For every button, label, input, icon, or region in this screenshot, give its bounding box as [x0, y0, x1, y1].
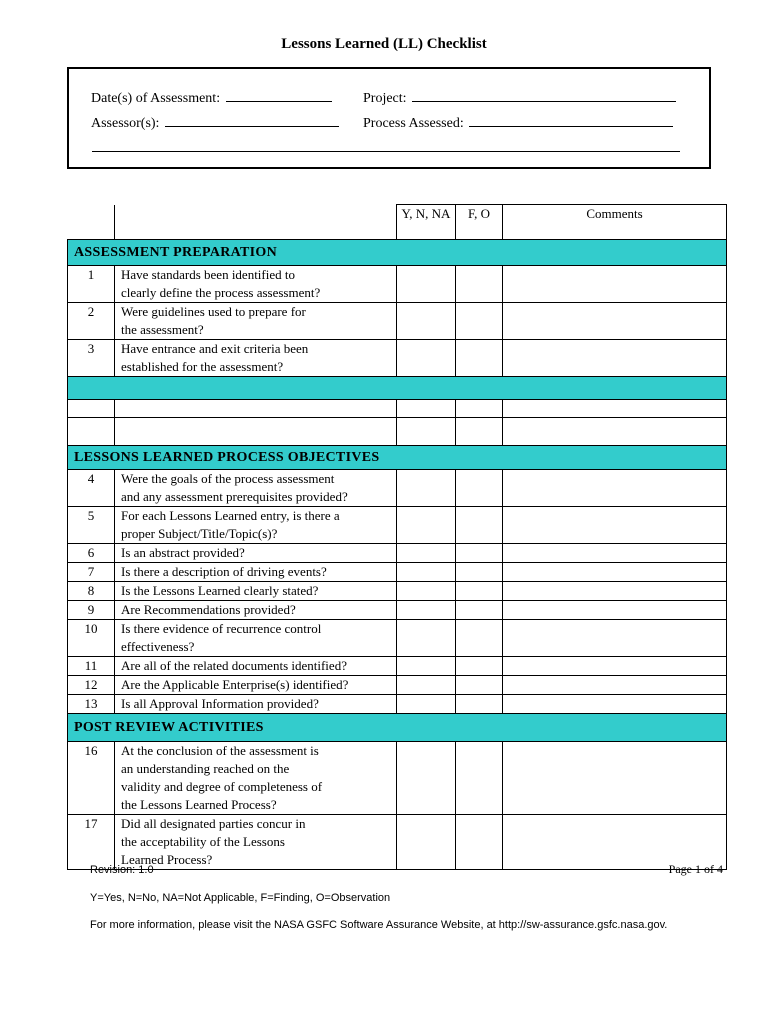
comments-cell[interactable] [503, 695, 727, 714]
page-number: Page 1 of 4 [668, 862, 723, 876]
project-label: Project: [363, 91, 407, 106]
table-row [68, 340, 727, 377]
yn-cell[interactable] [397, 620, 456, 657]
item-number: 7 [68, 563, 115, 582]
item-question: Is there evidence of recurrence control effectiveness? [115, 620, 397, 657]
project-input-line[interactable] [412, 87, 676, 102]
item-question: Are all of the related documents identified? [115, 657, 397, 676]
item-number: 6 [68, 544, 115, 563]
checklist-table [67, 204, 727, 870]
table-row [68, 695, 727, 714]
item-question: At the conclusion of the assessment is an understanding reached on the validity and degree of completeness of the Lessons Learned Process? [115, 742, 397, 815]
comments-cell[interactable] [503, 657, 727, 676]
empty-row [68, 400, 727, 418]
col-header-comments: Comments [503, 205, 727, 240]
assessor-label: Assessor(s): [91, 116, 160, 131]
item-question: For each Lessons Learned entry, is there a proper Subject/Title/Topic(s)? [115, 507, 397, 544]
item-question: Have entrance and exit criteria been established for the assessment? [115, 340, 397, 377]
comments-cell[interactable] [503, 266, 727, 303]
section-title: LESSONS LEARNED PROCESS OBJECTIVES [68, 446, 727, 470]
item-question: Is there a description of driving events? [115, 563, 397, 582]
fo-cell[interactable] [456, 815, 503, 870]
table-row [68, 676, 727, 695]
comments-cell[interactable] [503, 470, 727, 507]
table-row [68, 563, 727, 582]
comments-cell[interactable] [503, 742, 727, 815]
process-field[interactable] [363, 112, 673, 132]
yn-cell[interactable] [397, 815, 456, 870]
section-header-objectives [68, 446, 727, 470]
table-row [68, 657, 727, 676]
yn-cell[interactable] [397, 266, 456, 303]
project-field[interactable] [363, 87, 676, 107]
assessor-input-line[interactable] [165, 112, 339, 127]
fo-cell[interactable] [456, 695, 503, 714]
process-label: Process Assessed: [363, 116, 464, 131]
item-number: 10 [68, 620, 115, 657]
item-question: Were guidelines used to prepare for the assessment? [115, 303, 397, 340]
yn-cell[interactable] [397, 742, 456, 815]
yn-cell[interactable] [397, 657, 456, 676]
yn-cell[interactable] [397, 582, 456, 601]
table-row [68, 582, 727, 601]
item-question: Is an abstract provided? [115, 544, 397, 563]
table-row [68, 620, 727, 657]
table-row [68, 266, 727, 303]
item-question: Are Recommendations provided? [115, 601, 397, 620]
fo-cell[interactable] [456, 544, 503, 563]
fo-cell[interactable] [456, 563, 503, 582]
item-number: 5 [68, 507, 115, 544]
item-question: Are the Applicable Enterprise(s) identified? [115, 676, 397, 695]
yn-cell[interactable] [397, 601, 456, 620]
comments-cell[interactable] [503, 601, 727, 620]
yn-cell[interactable] [397, 470, 456, 507]
fo-cell[interactable] [456, 507, 503, 544]
col-header-fo: F, O [456, 205, 503, 240]
yn-cell[interactable] [397, 695, 456, 714]
item-question: Have standards been identified to clearly define the process assessment? [115, 266, 397, 303]
yn-cell[interactable] [397, 544, 456, 563]
comments-cell[interactable] [503, 303, 727, 340]
item-number: 1 [68, 266, 115, 303]
yn-cell[interactable] [397, 303, 456, 340]
comments-cell[interactable] [503, 676, 727, 695]
comments-cell[interactable] [503, 507, 727, 544]
comments-cell[interactable] [503, 563, 727, 582]
comments-cell[interactable] [503, 620, 727, 657]
yn-cell[interactable] [397, 507, 456, 544]
item-number: 17 [68, 815, 115, 870]
empty-row [68, 418, 727, 446]
dates-label: Date(s) of Assessment: [91, 91, 221, 106]
yn-cell[interactable] [397, 340, 456, 377]
item-number: 16 [68, 742, 115, 815]
col-header-yn: Y, N, NA [397, 205, 456, 240]
fo-cell[interactable] [456, 601, 503, 620]
item-number: 2 [68, 303, 115, 340]
item-number: 11 [68, 657, 115, 676]
item-number: 4 [68, 470, 115, 507]
fo-cell[interactable] [456, 657, 503, 676]
item-number: 9 [68, 601, 115, 620]
yn-cell[interactable] [397, 676, 456, 695]
item-question: Is the Lessons Learned clearly stated? [115, 582, 397, 601]
legend-text: Y=Yes, N=No, NA=Not Applicable, F=Finding, O=Observation [90, 892, 391, 904]
item-number: 12 [68, 676, 115, 695]
dates-input-line[interactable] [226, 87, 332, 102]
yn-cell[interactable] [397, 563, 456, 582]
table-row [68, 544, 727, 563]
table-row [68, 601, 727, 620]
section-header-blank [68, 377, 727, 400]
table-row [68, 742, 727, 815]
table-row [68, 470, 727, 507]
item-number: 3 [68, 340, 115, 377]
item-number: 13 [68, 695, 115, 714]
info-text: For more information, please visit the NASA GSFC Software Assurance Website, at http://sw-assurance.gsfc.nasa.gov. [90, 919, 668, 931]
fo-cell[interactable] [456, 470, 503, 507]
assessment-info-box [67, 67, 711, 169]
document-title: Lessons Learned (LL) Checklist [281, 36, 487, 52]
comments-cell[interactable] [503, 340, 727, 377]
table-row [68, 507, 727, 544]
table-header-row [68, 205, 727, 240]
extra-input-line[interactable] [92, 151, 680, 152]
section-title: POST REVIEW ACTIVITIES [68, 714, 727, 742]
fo-cell[interactable] [456, 582, 503, 601]
item-question: Did all designated parties concur in the acceptability of the Lessons Learned Process? [115, 815, 397, 870]
revision-text: Revision: 1.0 [90, 864, 154, 876]
comments-cell[interactable] [503, 582, 727, 601]
fo-cell[interactable] [456, 742, 503, 815]
assessor-field[interactable] [91, 112, 339, 132]
fo-cell[interactable] [456, 266, 503, 303]
item-question: Were the goals of the process assessment and any assessment prerequisites provided? [115, 470, 397, 507]
fo-cell[interactable] [456, 620, 503, 657]
table-row [68, 815, 727, 870]
process-input-line[interactable] [469, 112, 673, 127]
table-row [68, 303, 727, 340]
comments-cell[interactable] [503, 544, 727, 563]
dates-field[interactable] [91, 87, 332, 107]
section-header-post [68, 714, 727, 742]
fo-cell[interactable] [456, 340, 503, 377]
fo-cell[interactable] [456, 303, 503, 340]
section-title: ASSESSMENT PREPARATION [68, 240, 727, 266]
item-number: 8 [68, 582, 115, 601]
fo-cell[interactable] [456, 676, 503, 695]
section-header-prep [68, 240, 727, 266]
item-question: Is all Approval Information provided? [115, 695, 397, 714]
